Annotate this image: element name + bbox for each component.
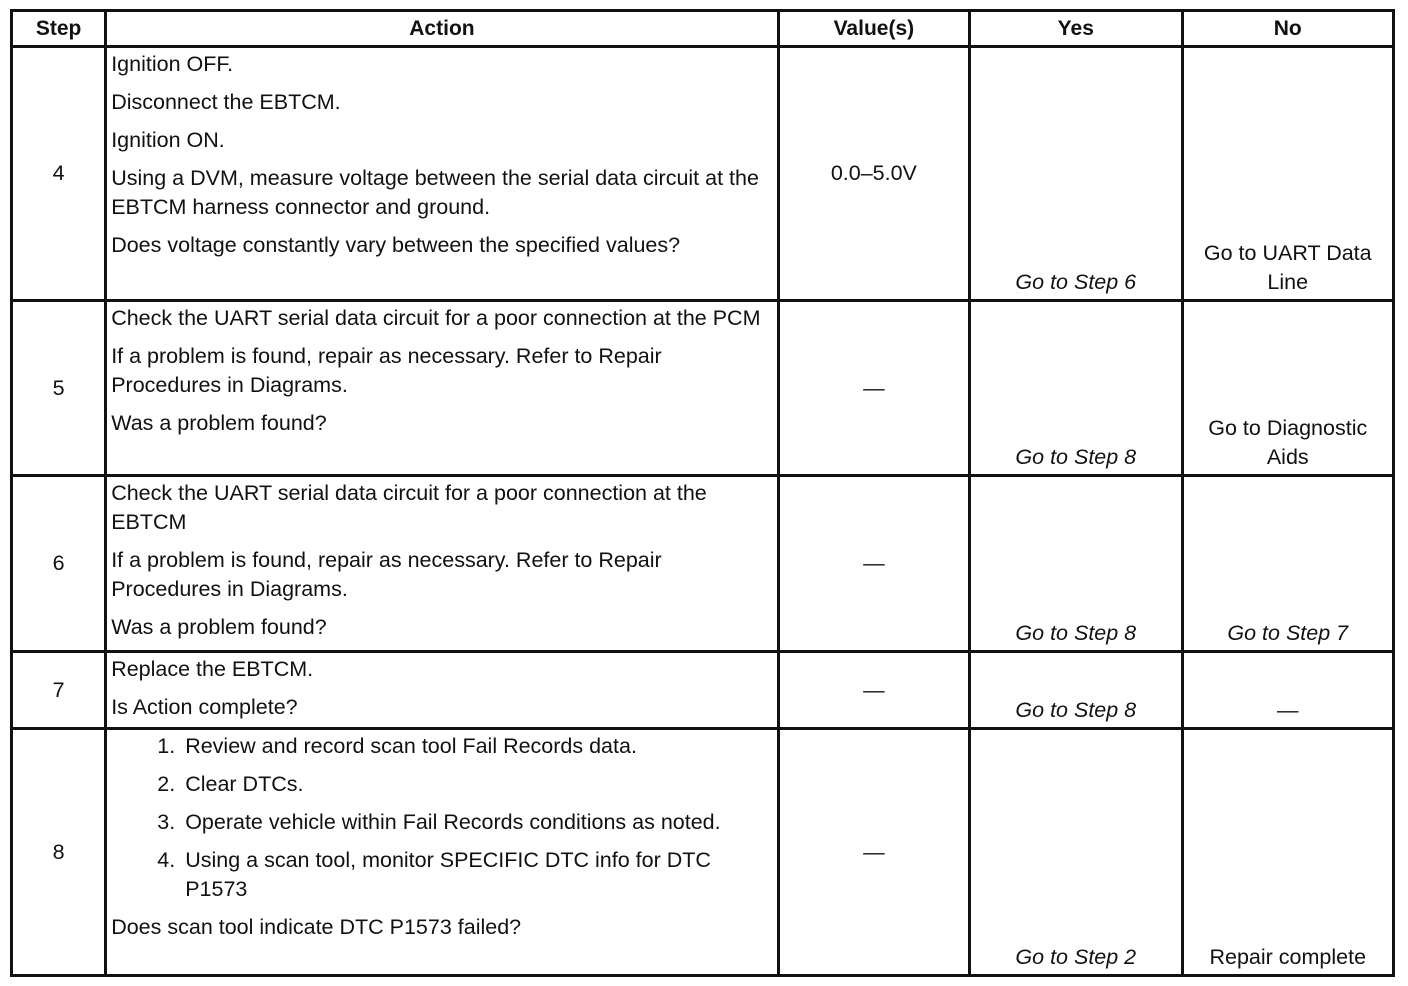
action-question: Is Action complete? xyxy=(111,695,298,719)
header-action: Action xyxy=(106,11,778,47)
table-row-step-5 xyxy=(12,301,1394,476)
list-text: Operate vehicle within Fail Records conditions as noted. xyxy=(185,810,721,834)
action-question: Does voltage constantly vary between the specified values? xyxy=(111,233,681,257)
value-cell: 0.0–5.0V xyxy=(778,47,969,301)
action-line: Disconnect the EBTCM. xyxy=(111,90,341,114)
no-text: Go to UART Data Line xyxy=(1203,241,1372,294)
value-cell: — xyxy=(778,729,969,976)
no-cell xyxy=(1182,47,1393,301)
yes-cell: Go to Step 2 xyxy=(970,729,1182,976)
action-line: Using a DVM, measure voltage between the serial data circuit at the EBTCM harness connector and ground. xyxy=(111,166,759,219)
header-no: No xyxy=(1182,11,1393,47)
no-cell: — xyxy=(1182,652,1393,729)
table-row-step-4 xyxy=(12,47,1394,301)
action-line: Check the UART serial data circuit for a poor connection at the PCM xyxy=(111,306,761,330)
value-cell: — xyxy=(778,301,969,476)
list-item xyxy=(111,808,770,837)
yes-cell: Go to Step 8 xyxy=(970,652,1182,729)
list-text: Clear DTCs. xyxy=(185,772,304,796)
table-row-step-6 xyxy=(12,476,1394,652)
list-number: 4. xyxy=(157,848,176,872)
table-row-step-8 xyxy=(12,729,1394,976)
list-text: Using a scan tool, monitor SPECIFIC DTC info for DTC P1573 xyxy=(185,848,711,901)
yes-cell: Go to Step 6 xyxy=(970,47,1182,301)
action-cell xyxy=(106,729,778,976)
action-line: If a problem is found, repair as necessary. Refer to Repair Procedures in Diagrams. xyxy=(111,344,662,397)
yes-cell: Go to Step 8 xyxy=(970,476,1182,652)
value-cell: — xyxy=(778,652,969,729)
step-number: 6 xyxy=(12,476,106,652)
header-value: Value(s) xyxy=(778,11,969,47)
step-number: 8 xyxy=(12,729,106,976)
action-question: Was a problem found? xyxy=(111,411,327,435)
header-step: Step xyxy=(12,11,106,47)
step-number: 4 xyxy=(12,47,106,301)
header-row xyxy=(12,11,1394,47)
action-cell xyxy=(106,476,778,652)
yes-cell: Go to Step 8 xyxy=(970,301,1182,476)
action-line: Check the UART serial data circuit for a poor connection at the EBTCM xyxy=(111,481,707,534)
header-yes: Yes xyxy=(970,11,1182,47)
diagnostic-table xyxy=(10,9,1395,977)
diagnostic-table-page xyxy=(10,9,1395,977)
step-number: 5 xyxy=(12,301,106,476)
list-item xyxy=(111,770,770,799)
list-number: 3. xyxy=(157,810,176,834)
list-text: Review and record scan tool Fail Records data. xyxy=(185,734,637,758)
action-line: Ignition ON. xyxy=(111,128,225,152)
action-line: Ignition OFF. xyxy=(111,52,234,76)
action-line: If a problem is found, repair as necessary. Refer to Repair Procedures in Diagrams. xyxy=(111,548,662,601)
no-cell xyxy=(1182,301,1393,476)
no-cell: Repair complete xyxy=(1182,729,1393,976)
no-text: Go to Diagnostic Aids xyxy=(1208,416,1368,469)
step-number: 7 xyxy=(12,652,106,729)
table-row-step-7 xyxy=(12,652,1394,729)
list-number: 1. xyxy=(157,734,176,758)
list-number: 2. xyxy=(157,772,176,796)
action-cell xyxy=(106,301,778,476)
value-cell: — xyxy=(778,476,969,652)
action-question: Does scan tool indicate DTC P1573 failed? xyxy=(111,915,522,939)
action-cell xyxy=(106,47,778,301)
list-item xyxy=(111,732,770,761)
action-question: Was a problem found? xyxy=(111,615,327,639)
action-line: Replace the EBTCM. xyxy=(111,657,314,681)
no-cell: Go to Step 7 xyxy=(1182,476,1393,652)
action-cell xyxy=(106,652,778,729)
list-item xyxy=(111,846,770,904)
